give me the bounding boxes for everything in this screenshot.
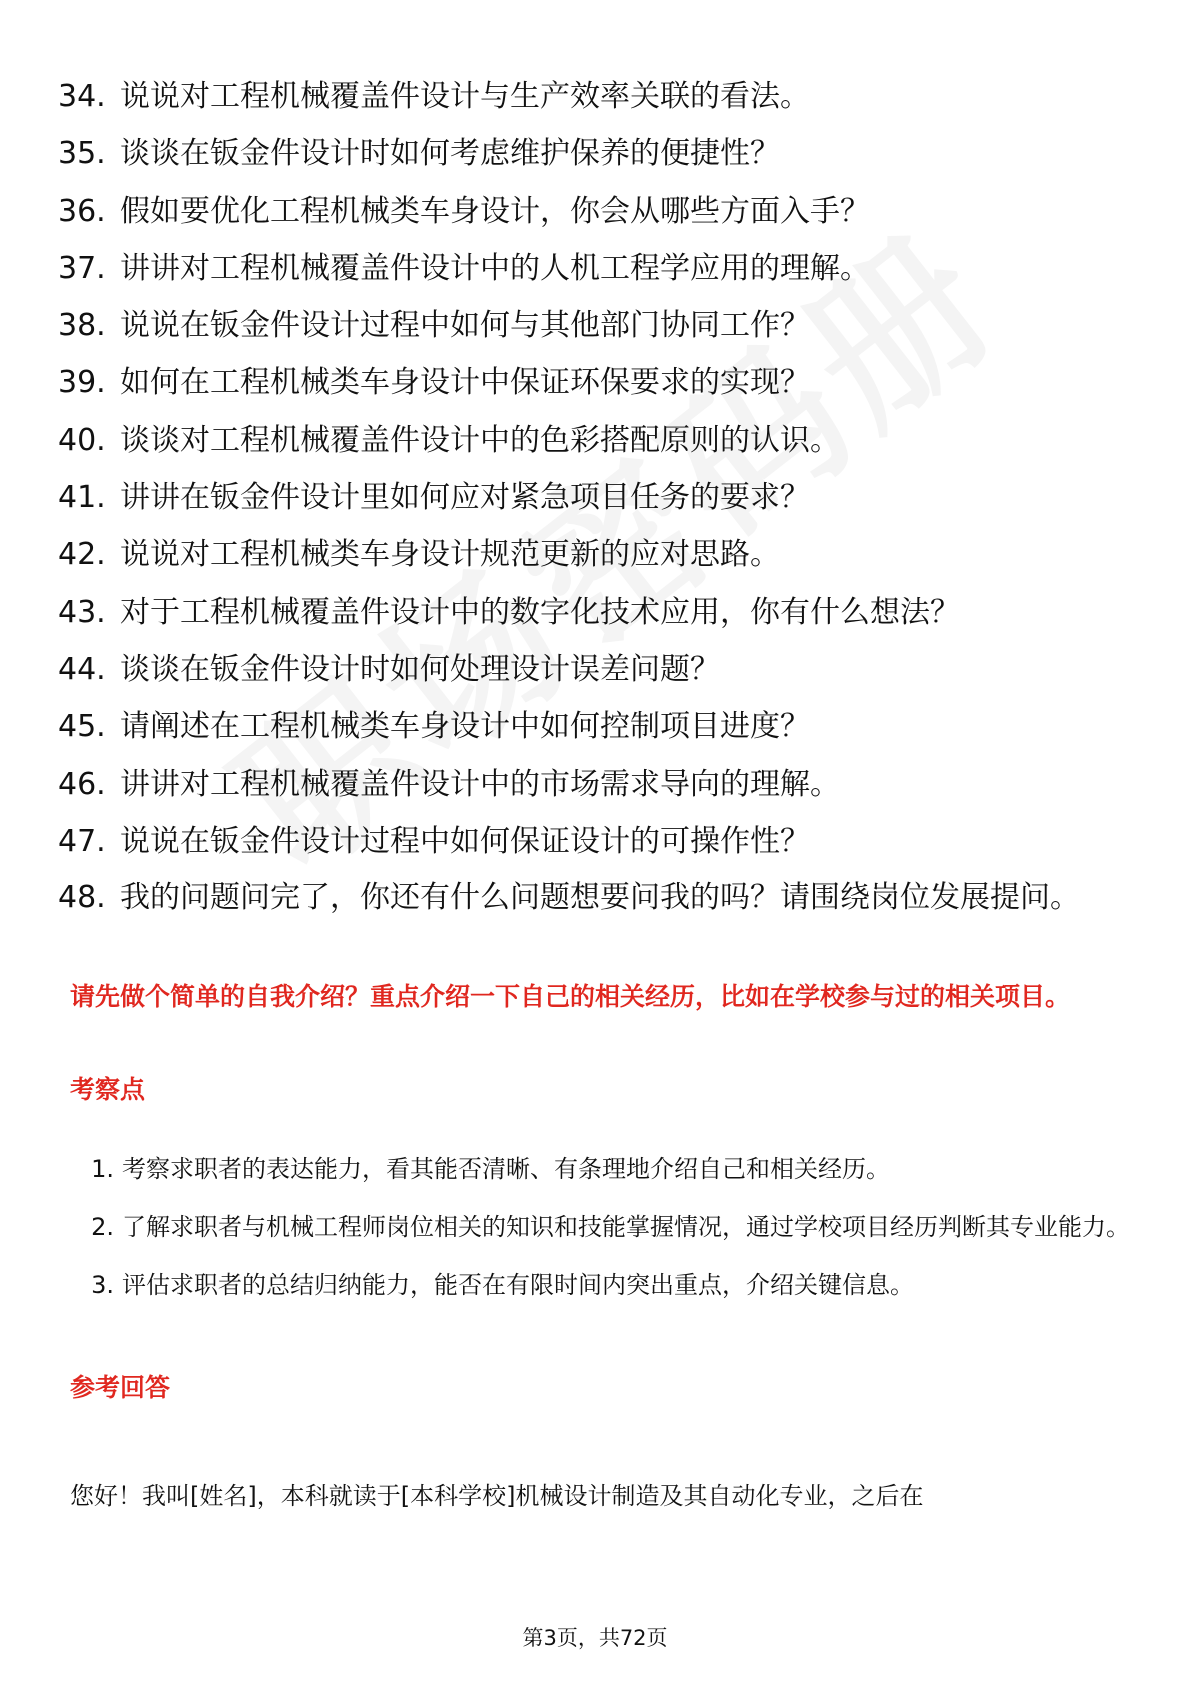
list-item [58, 240, 1128, 297]
item-number: 46. [58, 766, 106, 802]
list-item [58, 641, 1128, 698]
list-item [58, 698, 1128, 755]
item-number: 1. [91, 1155, 114, 1183]
item-number: 3. [91, 1271, 114, 1299]
list-item [58, 297, 1128, 354]
item-number: 38. [58, 308, 106, 344]
item-text: 讲讲对工程机械覆盖件设计中的市场需求导向的理解。 [120, 766, 840, 802]
item-number: 47. [58, 823, 106, 859]
list-item [58, 526, 1128, 583]
item-text: 讲讲对工程机械覆盖件设计中的人机工程学应用的理解。 [120, 250, 870, 286]
item-number: 34. [58, 79, 106, 114]
item-number: 2. [91, 1213, 114, 1241]
item-text: 说说对工程机械覆盖件设计与生产效率关联的看法。 [120, 79, 810, 114]
item-text: 讲讲在钣金件设计里如何应对紧急项目任务的要求？ [120, 480, 810, 516]
item-text: 谈谈对工程机械覆盖件设计中的色彩搭配原则的认识。 [120, 422, 840, 458]
item-number: 42. [58, 537, 106, 573]
list-item [70, 1256, 1130, 1314]
list-item [58, 469, 1128, 526]
item-text: 如何在工程机械类车身设计中保证环保要求的实现？ [120, 365, 810, 401]
list-item [58, 183, 1128, 240]
item-text: 评估求职者的总结归纳能力，能否在有限时间内突出重点，介绍关键信息。 [122, 1271, 914, 1299]
question-list [58, 68, 1128, 924]
item-number: 39. [58, 365, 106, 401]
list-item [58, 584, 1128, 641]
list-item [70, 1198, 1130, 1256]
answer-paragraph: 您好！我叫[姓名]，本科就读于[本科学校]机械设计制造及其自动化专业，之后在 [70, 1482, 924, 1510]
list-item [58, 756, 1128, 813]
item-number: 45. [58, 709, 106, 745]
item-number: 36. [58, 193, 106, 229]
item-text: 假如要优化工程机械类车身设计，你会从哪些方面入手？ [120, 193, 870, 229]
section-title-points: 考察点 [70, 1075, 146, 1104]
item-number: 40. [58, 422, 106, 458]
item-text: 说说对工程机械类车身设计规范更新的应对思路。 [120, 537, 780, 573]
item-text: 考察求职者的表达能力，看其能否清晰、有条理地介绍自己和相关经历。 [122, 1155, 890, 1183]
list-item [58, 125, 1128, 182]
section-title-answer: 参考回答 [70, 1373, 171, 1402]
item-text: 了解求职者与机械工程师岗位相关的知识和技能掌握情况，通过学校项目经历判断其专业能力。 [122, 1213, 1130, 1241]
item-text: 对于工程机械覆盖件设计中的数字化技术应用，你有什么想法？ [120, 594, 960, 630]
item-number: 43. [58, 594, 106, 630]
item-text: 谈谈在钣金件设计时如何考虑维护保养的便捷性？ [120, 136, 780, 172]
list-item [58, 354, 1128, 411]
item-number: 41. [58, 480, 106, 516]
item-text: 说说在钣金件设计过程中如何与其他部门协同工作？ [120, 308, 810, 344]
list-item [58, 412, 1128, 469]
item-number: 37. [58, 250, 106, 286]
item-text: 说说在钣金件设计过程中如何保证设计的可操作性？ [120, 823, 810, 859]
points-list [70, 1140, 1130, 1314]
page-footer: 第3页，共72页 [522, 1626, 668, 1650]
item-number: 48. [58, 880, 106, 916]
highlight-question: 请先做个简单的自我介绍？重点介绍一下自己的相关经历，比如在学校参与过的相关项目。 [70, 982, 1071, 1011]
item-text: 请阐述在工程机械类车身设计中如何控制项目进度？ [120, 709, 810, 745]
list-item [58, 813, 1128, 870]
list-item [70, 1140, 1130, 1198]
item-number: 35. [58, 136, 106, 172]
list-item [58, 870, 1128, 924]
item-text: 谈谈在钣金件设计时如何处理设计误差问题？ [120, 651, 720, 687]
item-text: 我的问题问完了，你还有什么问题想要问我的吗？请围绕岗位发展提问。 [120, 880, 1080, 916]
item-number: 44. [58, 651, 106, 687]
list-item [58, 68, 1128, 125]
